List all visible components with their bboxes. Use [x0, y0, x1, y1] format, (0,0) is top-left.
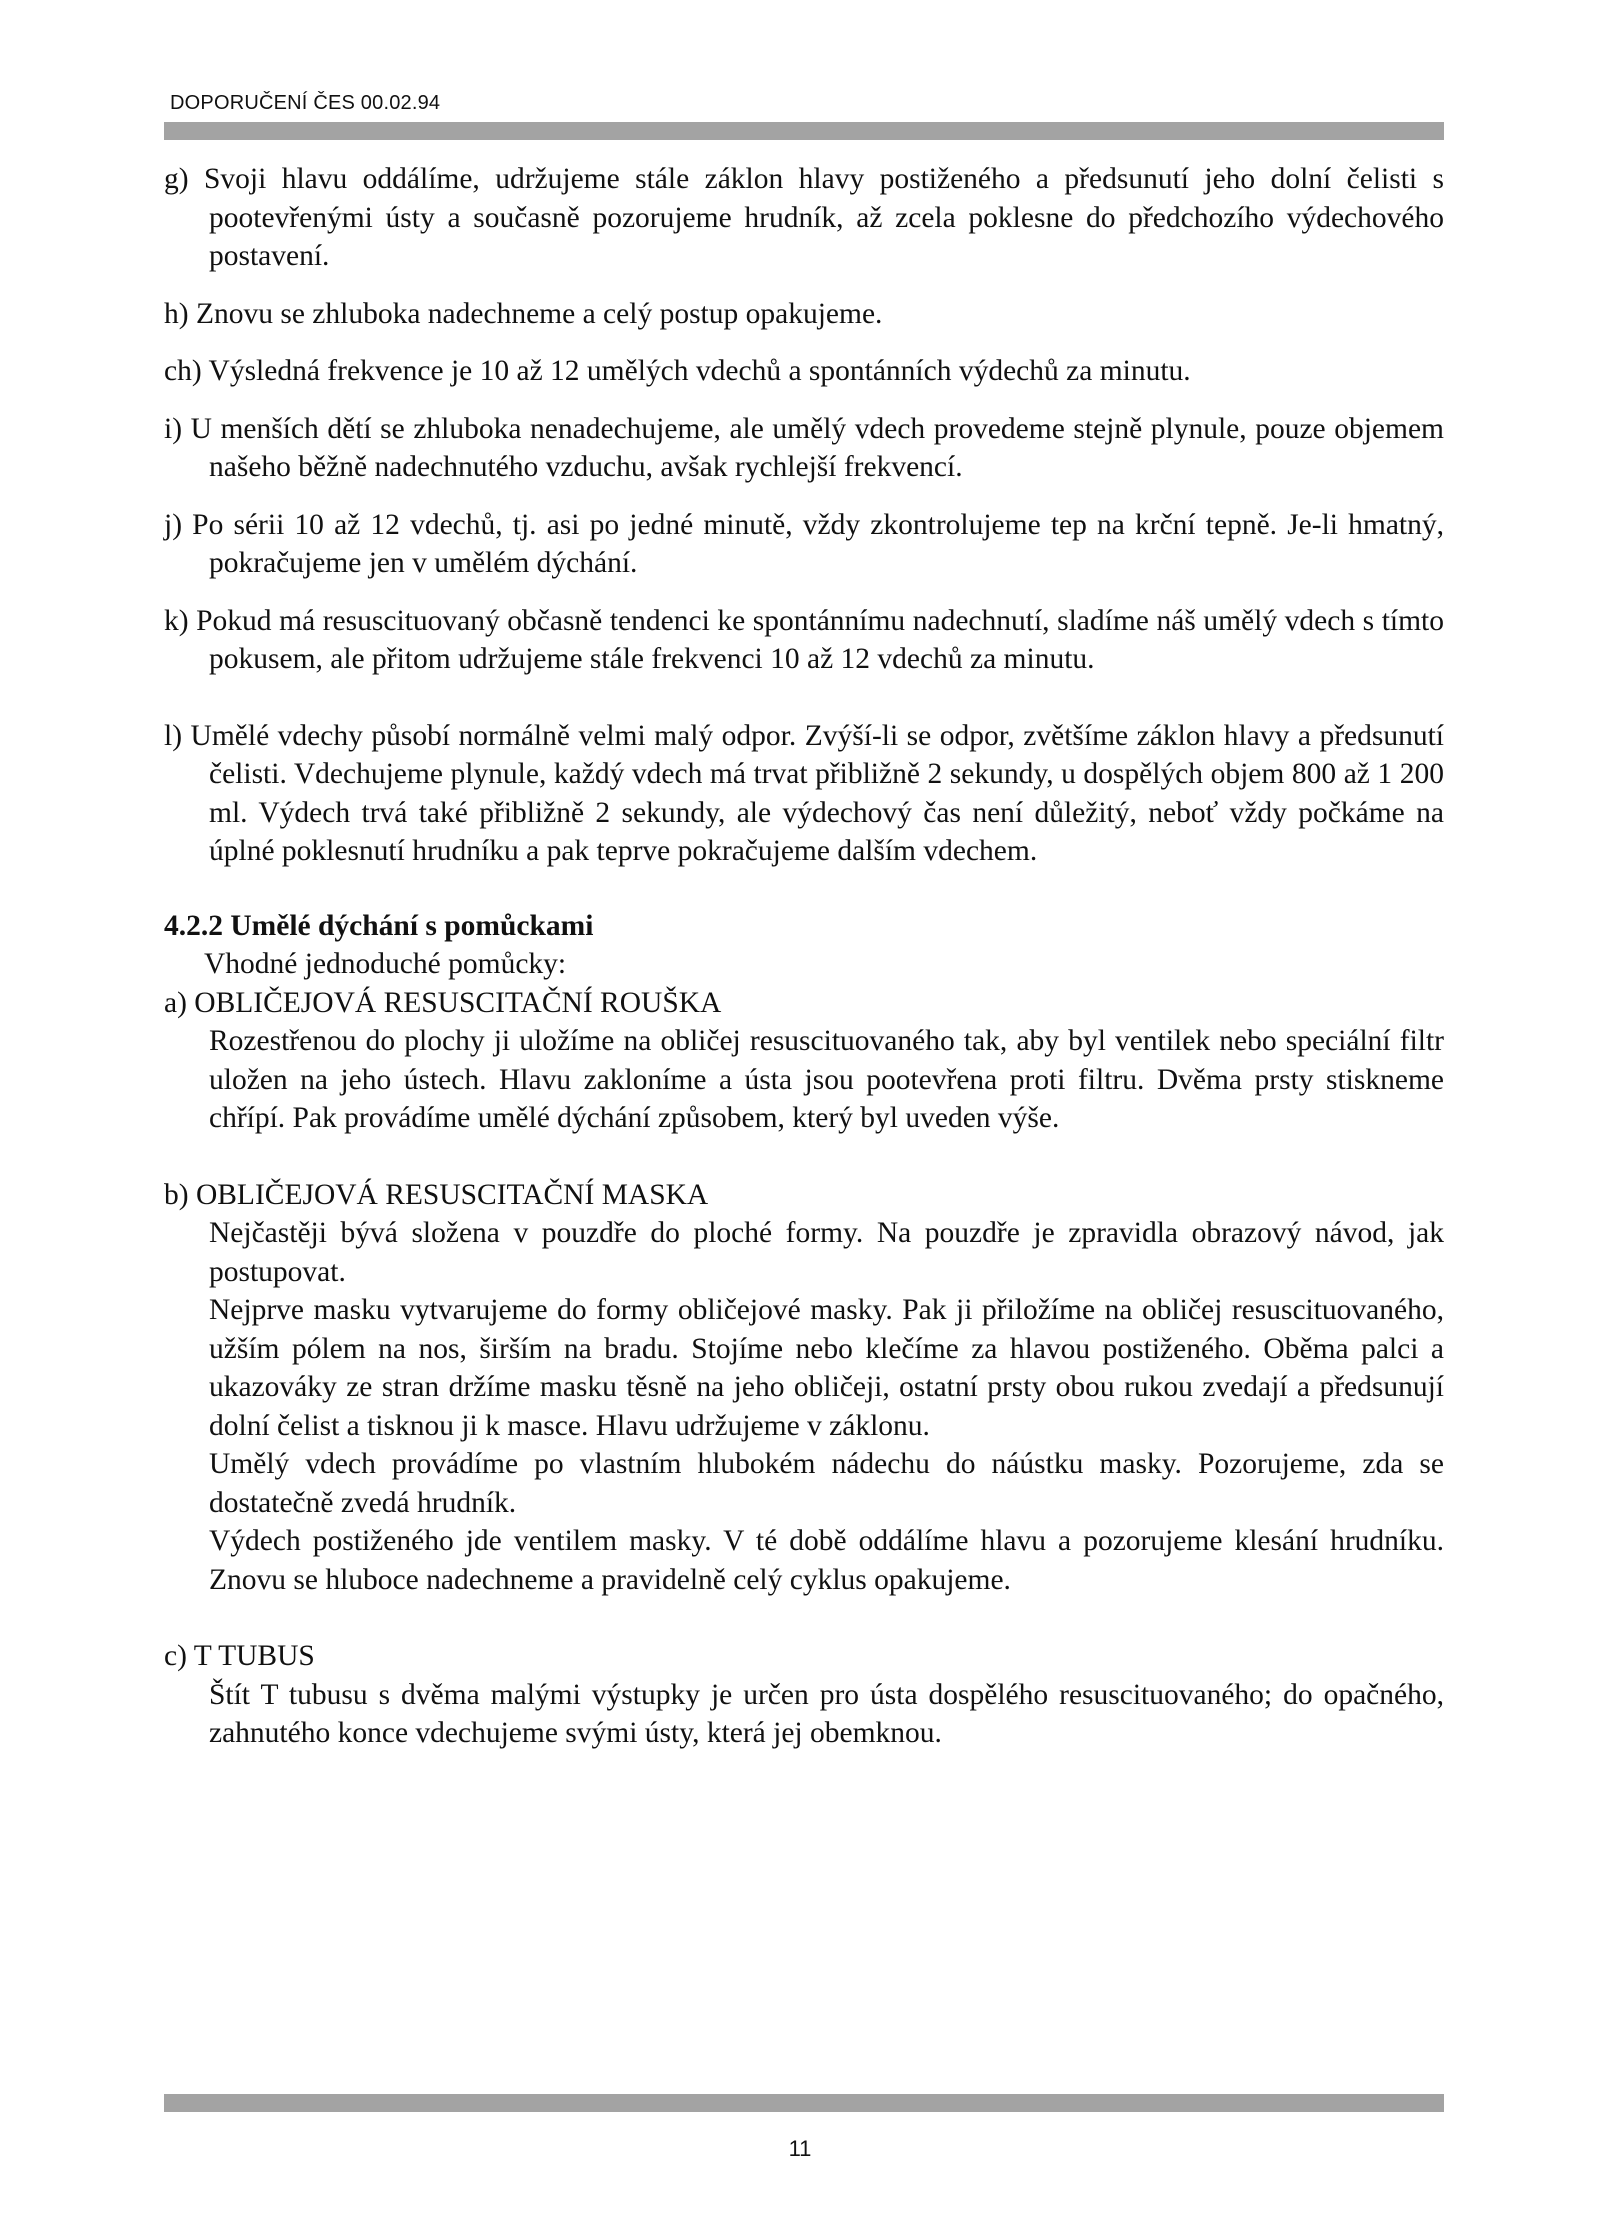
paragraph-k: k) Pokud má resuscituovaný občasně tendenci ke spontánnímu nadechnutí, sladíme náš umělý vdech s tímto pokusem, ale přitom udržujeme stále frekvenci 10 až 12 vdechů za minutu. [164, 604, 1444, 675]
paragraph-j: j) Po sérii 10 až 12 vdechů, tj. asi po jedné minutě, vždy zkontrolujeme tep na krční tepně. Je-li hmatný, pokračujeme jen v umělém dýchání. [164, 508, 1444, 579]
item-b-title: b) OBLIČEJOVÁ RESUSCITAČNÍ MASKA [164, 1178, 709, 1211]
paragraph-ch: ch) Výsledná frekvence je 10 až 12 umělých vdechů a spontánních výdechů za minutu. [164, 355, 1191, 387]
document-header: DOPORUČENÍ ČES 00.02.94 [170, 92, 441, 114]
paragraph-i: i) U menších dětí se zhluboka nenadechujeme, ale umělý vdech provedeme stejně plynule, pouze objemem našeho běžně nadechnutého vzduchu, avšak rychlejší frekvencí. [164, 412, 1444, 483]
item-c-body: Štít T tubusu s dvěma malými výstupky je určen pro ústa dospělého resuscituovaného; do opačného, zahnutého konce vdechujeme svými ústy, která jej obemknou. [209, 1678, 1444, 1749]
paragraph-g: g) Svoji hlavu oddálíme, udržujeme stále záklon hlavy postiženého a předsunutí jeho dolní čelisti s pootevřenými ústy a současně pozorujeme hrudník, až zcela poklesne do předchozího výdechového postavení. [164, 163, 1444, 272]
item-b-body-4: Výdech postiženého jde ventilem masky. V té době oddálíme hlavu a pozorujeme klesání hrudníku. Znovu se hluboce nadechneme a pravidelně celý cyklus opakujeme. [209, 1525, 1444, 1596]
item-b-body-3: Umělý vdech provádíme po vlastním hlubokém nádechu do náústku masky. Pozorujeme, zda se dostatečně zvedá hrudník. [209, 1448, 1444, 1519]
item-a-body: Rozestřenou do plochy ji uložíme na obličej resuscituovaného tak, aby byl ventilek nebo speciální filtr uložen na jeho ústech. Hlavu zakloníme a ústa jsou pootevřena proti filtru. Dvěma prsty stiskneme chřípí. Pak provádíme umělé dýchání způsobem, který byl uveden výše. [209, 1025, 1444, 1134]
page-number: 11 [788, 2136, 812, 2161]
item-c [164, 1637, 1444, 1753]
header-rule [164, 122, 1444, 140]
item-c-title: c) T TUBUS [164, 1640, 315, 1672]
item-a [164, 984, 1444, 1138]
section-heading: 4.2.2 Umělé dýchání s pomůckami [164, 909, 594, 942]
footer-rule [164, 2094, 1444, 2112]
item-b [164, 1176, 1444, 1600]
paragraph-h: h) Znovu se zhluboka nadechneme a celý postup opakujeme. [164, 297, 883, 330]
item-b-body-1: Nejčastěji bývá složena v pouzdře do ploché formy. Na pouzdře je zpravidla obrazový návod, jak postupovat. [209, 1217, 1444, 1288]
section-intro: Vhodné jednoduché pomůcky: [204, 948, 567, 980]
item-b-body-2: Nejprve masku vytvarujeme do formy obličejové masky. Pak ji přiložíme na obličej resuscituovaného, užším pólem na nos, širším na bradu. Stojíme nebo klečíme za hlavou postiženého. Oběma palci a ukazováky ze stran držíme masku těsně na jeho obličeji, ostatní prsty obou rukou zvedají a předsunují dolní čelist a tisknou ji k masce. Hlavu udržujeme v záklonu. [209, 1294, 1444, 1442]
page-content [164, 160, 1444, 1753]
item-a-title: a) OBLIČEJOVÁ RESUSCITAČNÍ ROUŠKA [164, 986, 722, 1019]
paragraph-l: l) Umělé vdechy působí normálně velmi malý odpor. Zvýší-li se odpor, zvětšíme záklon hlavy a předsunutí čelisti. Vdechujeme plynule, každý vdech má trvat přibližně 2 sekundy, u dospělých objem 800 až 1 200 ml. Výdech trvá také přibližně 2 sekundy, ale výdechový čas není důležitý, neboť vždy počkáme na úplné poklesnutí hrudníku a pak teprve pokračujeme dalším vdechem. [164, 719, 1444, 867]
